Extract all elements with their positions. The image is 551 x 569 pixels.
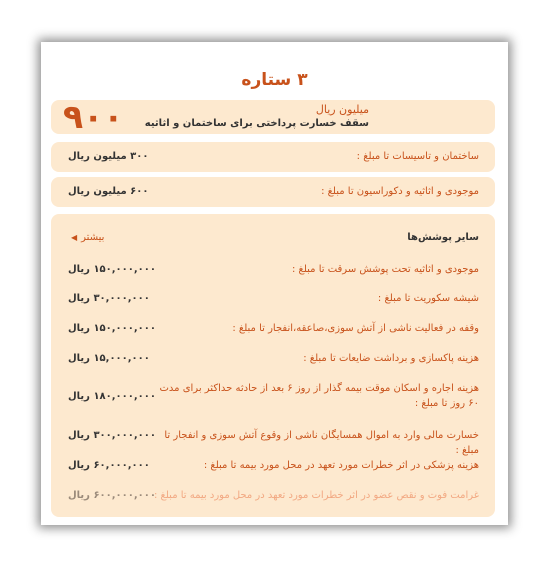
coverage-item-value: ۳۰۰,۰۰۰,۰۰۰ ریال: [68, 430, 156, 441]
coverage-item-label: هزینه پاکسازی و برداشت ضایعات تا مبلغ :: [303, 353, 479, 364]
coverage-item-label: غرامت فوت و نقص عضو در اثر خطرات مورد تعهد در محل مورد بیمه تا مبلغ :: [154, 490, 479, 501]
coverage-item-label: شیشه سکوریت تا مبلغ :: [377, 293, 479, 304]
coverage-cap-amount: ۹۰۰: [63, 97, 124, 136]
coverage-item-value: ۶۰,۰۰۰,۰۰۰ ریال: [68, 460, 150, 471]
coverage-cap-description: سقف خسارت پرداختی برای ساختمان و اثاثیه: [144, 118, 369, 129]
chevron-left-icon: ◀: [71, 233, 78, 242]
other-coverages-title: سایر پوشش‌ها: [407, 232, 479, 243]
coverage-label: ساختمان و تاسیسات تا مبلغ :: [356, 151, 479, 162]
coverage-item-value: ۱۸۰,۰۰۰,۰۰۰ ریال: [68, 391, 156, 402]
coverage-building-row: [51, 142, 495, 172]
coverage-item-value: ۳۰,۰۰۰,۰۰۰ ریال: [68, 293, 150, 304]
coverage-cap-box: [51, 97, 495, 136]
coverage-cap-unit: میلیون ریال: [315, 103, 369, 116]
plan-card: [41, 42, 508, 525]
coverage-label: موجودی و اثاثیه و دکوراسیون تا مبلغ :: [321, 186, 479, 197]
coverage-item-label: وقفه در فعالیت ناشی از آتش سوزی،صاعقه،انفجار تا مبلغ :: [232, 323, 479, 334]
coverage-value: ۳۰۰ میلیون ریال: [68, 151, 149, 162]
coverage-item-value: ۶۰۰,۰۰۰,۰۰۰ ریال: [68, 490, 156, 501]
coverage-item-value: ۱۵,۰۰۰,۰۰۰ ریال: [68, 353, 150, 364]
coverage-item-value: ۱۵۰,۰۰۰,۰۰۰ ریال: [68, 323, 156, 334]
coverage-item-label: موجودی و اثاثیه تحت پوشش سرقت تا مبلغ :: [291, 264, 479, 275]
coverage-item-label: هزینه اجاره و اسکان موقت بیمه گذار از روز ۶ بعد از حادثه حداکثر برای مدت ۶۰ روز تا مبلغ :: [159, 383, 479, 409]
coverage-value: ۶۰۰ میلیون ریال: [68, 186, 149, 197]
coverage-item-label: هزینه پزشکی در اثر خطرات مورد تعهد در محل مورد بیمه تا مبلغ :: [203, 460, 479, 471]
more-label: بیشتر: [81, 232, 105, 243]
coverage-item-value: ۱۵۰,۰۰۰,۰۰۰ ریال: [68, 264, 156, 275]
plan-title: ۳ ستاره: [241, 70, 308, 90]
more-link[interactable]: [71, 232, 104, 243]
other-coverages-box: [51, 214, 495, 517]
coverage-item-label: خسارت مالی وارد به اموال همسایگان ناشی از وقوع آتش سوزی و انفجار تا مبلغ :: [164, 430, 479, 456]
coverage-contents-row: [51, 177, 495, 207]
